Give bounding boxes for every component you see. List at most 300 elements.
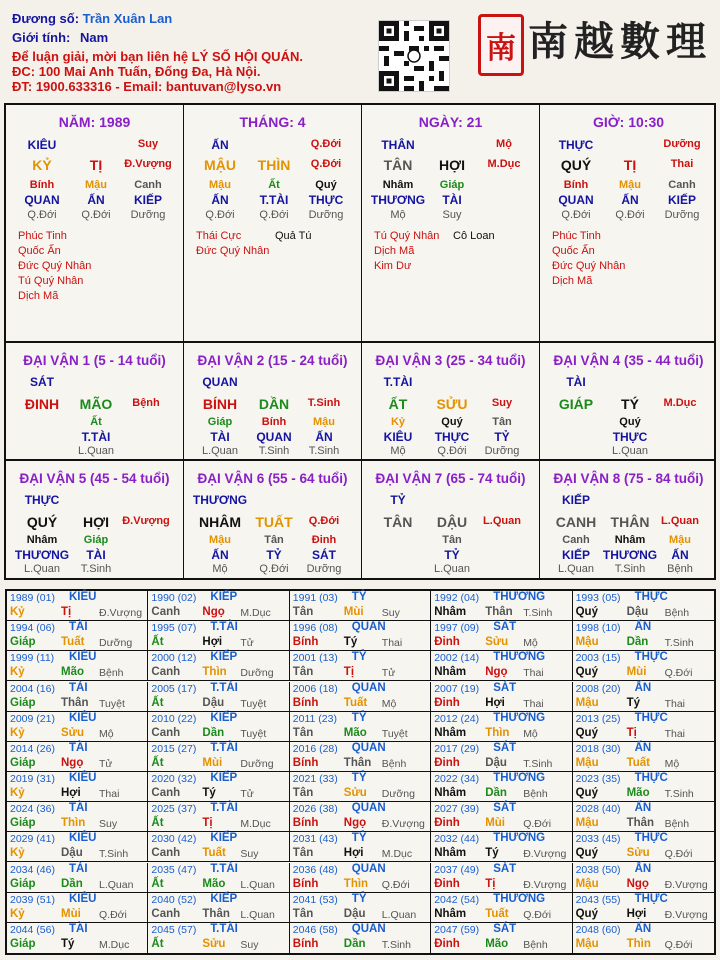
hidden-god: TÀI [442, 193, 462, 207]
qr-code-icon[interactable] [378, 20, 450, 92]
pillar-god2: Suy [137, 138, 159, 150]
year-label: 2011 (23) [292, 712, 337, 725]
decade-hidden-stem: Kỷ [390, 416, 406, 428]
year-cell[interactable] [431, 621, 572, 651]
year-chi: Tị [61, 606, 72, 618]
year-cell[interactable] [148, 591, 289, 621]
decade-state: L.Quan [661, 515, 699, 527]
year-label: 2048 (60) [575, 923, 621, 936]
year-cell[interactable] [431, 923, 572, 953]
year-state: Q.Đới [664, 848, 693, 861]
pillar-can: QUÝ [560, 157, 592, 173]
year-chi: Dậu [343, 907, 366, 920]
year-cell[interactable] [7, 893, 148, 923]
star-item: Dịch Mã [552, 275, 593, 287]
year-chi: Tý [485, 847, 499, 860]
star-item: Dịch Mã [18, 290, 59, 302]
year-cell[interactable] [431, 832, 572, 862]
year-label: 1991 (03) [292, 592, 338, 604]
year-cell[interactable] [290, 682, 431, 712]
year-chi: Mão [485, 937, 509, 950]
star-item: Đức Quý Nhân [552, 260, 626, 272]
year-god: KIÊU [69, 591, 97, 603]
year-chi: Dậu [202, 696, 225, 709]
pillar-state: M.Dục [487, 158, 521, 170]
year-cell[interactable] [7, 712, 148, 742]
pillar-god2: Dưỡng [663, 138, 701, 150]
year-state: Suy [99, 818, 118, 831]
year-cell[interactable] [431, 772, 572, 802]
year-chi: Tý [626, 696, 641, 709]
pillar-can: MẬU [204, 157, 236, 173]
year-cell[interactable] [148, 893, 289, 923]
year-cell[interactable] [290, 712, 431, 742]
year-can: Kỷ [10, 847, 25, 860]
year-chi: Tuất [202, 847, 226, 860]
year-can: Quý [575, 907, 598, 920]
year-cell[interactable] [290, 742, 431, 772]
pillar-can: TÂN [383, 157, 413, 173]
decade-state: Q.Đới [308, 515, 340, 527]
year-state: Suy [381, 607, 400, 619]
year-cell[interactable] [7, 923, 148, 953]
year-state: Mộ [99, 727, 114, 740]
year-cell[interactable] [148, 863, 289, 893]
year-chi: Mão [202, 877, 226, 890]
year-cell[interactable] [431, 591, 572, 621]
year-state: Thai [99, 788, 120, 800]
year-label: 1994 (06) [10, 622, 55, 635]
year-state: Suy [240, 848, 259, 861]
year-god: TÀI [69, 862, 88, 875]
decade-hidden-god: KIÊU [383, 430, 413, 444]
year-chi: Tý [343, 636, 358, 649]
decade-hidden-stem: Giáp [207, 416, 233, 428]
year-god: SÁT [493, 802, 517, 815]
year-cell[interactable] [7, 802, 148, 832]
decade-hidden-stem: Mậu [669, 534, 691, 546]
decade-hidden-state: T.Sinh [258, 445, 290, 457]
year-god: ẤN [634, 922, 652, 935]
year-label: 2014 (26) [10, 742, 55, 755]
pillar-chi: TỊ [623, 157, 637, 173]
year-state: Tuyệt [99, 697, 125, 710]
year-cell[interactable] [431, 802, 572, 832]
year-label: 2023 (35) [575, 773, 621, 785]
hidden-stem: Mậu [619, 179, 641, 191]
year-god: KIÊU [69, 832, 97, 845]
year-label: 2016 (28) [292, 742, 338, 755]
year-label: 1992 (04) [434, 592, 480, 604]
year-cell[interactable] [290, 651, 431, 681]
year-god: TÀI [69, 922, 88, 935]
hidden-stem: Quý [315, 179, 337, 191]
year-cell[interactable] [431, 682, 572, 712]
year-chi: Sửu [485, 636, 509, 649]
year-state: Đ.Vượng [664, 908, 708, 921]
star-item: Tú Quý Nhân [18, 275, 84, 287]
decade-hidden-state: Dưỡng [484, 445, 520, 457]
decade-hidden-stem: Quý [441, 416, 463, 428]
hidden-state: Mộ [390, 209, 406, 221]
pillar-title: NĂM: 1989 [58, 114, 131, 130]
decade-hidden-god: KIẾP [561, 548, 591, 562]
year-can: Canh [151, 606, 181, 618]
year-god: QUAN [351, 621, 386, 634]
year-can: Giáp [10, 817, 36, 830]
year-god: THỰC [634, 711, 668, 724]
decade-title: ĐẠI VẬN 2 (15 - 24 tuổi) [197, 353, 348, 368]
year-state: Đ.Vượng [381, 818, 425, 831]
year-can: Ất [151, 696, 164, 709]
year-cell[interactable] [573, 591, 714, 621]
year-cell[interactable] [7, 682, 148, 712]
decade-state: Đ.Vượng [122, 515, 170, 527]
hidden-stem: Ất [268, 179, 280, 191]
year-cell[interactable] [290, 923, 431, 953]
year-god: T.TÀI [210, 681, 238, 694]
year-god: THƯƠNG [493, 892, 546, 905]
year-state: T.Sinh [664, 788, 694, 800]
decade-title: ĐẠI VẬN 1 (5 - 14 tuổi) [23, 353, 166, 368]
year-cell[interactable] [290, 621, 431, 651]
year-chi: Dần [202, 726, 225, 739]
year-can: Ất [151, 877, 164, 890]
year-god: QUAN [351, 802, 386, 815]
year-state: Bệnh [523, 788, 548, 800]
year-cell[interactable] [7, 591, 148, 621]
decade-hidden-god: TỶ [444, 548, 460, 562]
year-label: 2021 (33) [292, 773, 338, 785]
year-god: TỶ [351, 832, 367, 845]
year-chi: Sửu [61, 726, 85, 739]
decade-hidden-god: T.TÀI [81, 430, 111, 444]
year-label: 2030 (42) [151, 833, 197, 846]
year-chi: Thân [343, 756, 372, 769]
year-label: 2033 (45) [575, 833, 621, 846]
year-state: L.Quan [240, 908, 275, 921]
hidden-god: ẤN [87, 193, 105, 207]
year-god: TỶ [351, 772, 367, 784]
year-label: 2042 (54) [434, 893, 480, 906]
year-cell[interactable] [431, 742, 572, 772]
year-can: Ất [151, 756, 164, 769]
decade-chi: HỢI [83, 514, 109, 530]
year-label: 2019 (31) [10, 773, 55, 785]
pillar-title: NGÀY: 21 [418, 114, 483, 130]
year-cell[interactable] [148, 742, 289, 772]
year-cell[interactable] [573, 923, 714, 953]
hidden-state: Dưỡng [130, 209, 166, 221]
year-chi: Tị [343, 666, 355, 679]
pillar-title: GIỜ: 10:30 [592, 114, 665, 130]
year-cell[interactable] [431, 712, 572, 742]
year-cell[interactable] [7, 832, 148, 862]
hidden-god: ẤN [211, 193, 229, 207]
year-can: Nhâm [434, 726, 467, 739]
decade-state: T.Sinh [307, 397, 341, 409]
year-cell[interactable] [573, 712, 714, 742]
year-cell[interactable] [431, 651, 572, 681]
year-god: THƯƠNG [493, 591, 546, 603]
year-chi: Tuất [485, 907, 509, 920]
year-label: 2038 (50) [575, 863, 621, 876]
year-state: Thai [523, 667, 544, 680]
year-state: Thai [381, 637, 403, 650]
year-cell[interactable] [573, 682, 714, 712]
year-can: Ất [151, 937, 164, 950]
year-label: 2035 (47) [151, 863, 197, 876]
year-can: Tân [292, 606, 314, 618]
year-label: 2005 (17) [151, 682, 197, 695]
year-state: Thai [664, 697, 686, 710]
year-state: L.Quan [99, 878, 134, 891]
year-can: Quý [575, 847, 598, 860]
year-chi: Thân [61, 696, 89, 709]
decade-god: KIẾP [561, 493, 591, 507]
year-state: T.Sinh [523, 757, 553, 770]
year-can: Nhâm [434, 847, 467, 860]
year-chi: Tuất [343, 696, 368, 709]
year-god: THỰC [634, 591, 668, 603]
hidden-state: Q.Đới [615, 209, 645, 221]
year-cell[interactable] [7, 863, 148, 893]
year-can: Giáp [10, 696, 36, 709]
year-state: Dưỡng [99, 637, 133, 650]
year-label: 2004 (16) [10, 682, 55, 695]
year-cell[interactable] [573, 651, 714, 681]
decade-hidden-state: T.Sinh [308, 445, 340, 457]
decade-state: Bệnh [132, 397, 160, 409]
year-chi: Tị [626, 726, 637, 739]
hidden-god: QUAN [558, 193, 594, 207]
year-label: 2006 (18) [292, 682, 338, 695]
year-label: 2032 (44) [434, 833, 480, 846]
decade-hidden-state: Q.Đới [259, 563, 289, 575]
year-god: QUAN [351, 862, 386, 875]
year-cell[interactable] [148, 651, 289, 681]
year-god: ẤN [634, 741, 652, 754]
decade-god: SÁT [30, 375, 54, 389]
year-cell[interactable] [290, 802, 431, 832]
year-label: 2007 (19) [434, 682, 480, 695]
year-chi: Hợi [626, 907, 647, 920]
hidden-state: Suy [442, 209, 462, 221]
year-cell[interactable] [7, 651, 148, 681]
year-cell[interactable] [148, 682, 289, 712]
year-cell[interactable] [573, 802, 714, 832]
year-can: Quý [575, 666, 598, 679]
decade-hidden-god: THỰC [612, 430, 648, 444]
year-cell[interactable] [290, 863, 431, 893]
decade-title: ĐẠI VẬN 3 (25 - 34 tuổi) [375, 353, 526, 368]
year-chi: Tị [485, 877, 496, 890]
year-chi: Tý [202, 787, 216, 799]
year-label: 1990 (02) [151, 592, 197, 604]
decade-hidden-stem: Giáp [83, 534, 109, 546]
year-state: Bệnh [99, 667, 124, 680]
hidden-state: Q.Đới [27, 209, 57, 221]
year-can: Kỷ [10, 606, 25, 618]
year-god: SÁT [493, 741, 517, 754]
year-can: Đinh [434, 817, 460, 830]
decade-hidden-god: TỶ [494, 430, 510, 444]
year-can: Kỷ [10, 907, 25, 920]
year-god: TỶ [351, 651, 367, 664]
hidden-god: THƯƠNG [370, 193, 426, 207]
decade-hidden-state: L.Quan [611, 445, 649, 457]
year-chi: Ngọ [343, 817, 367, 830]
year-cell[interactable] [148, 772, 289, 802]
year-can: Bính [292, 696, 319, 709]
year-label: 1993 (05) [575, 592, 621, 604]
year-cell[interactable] [148, 832, 289, 862]
decade-hidden-god: THỰC [434, 430, 470, 444]
year-label: 2017 (29) [434, 742, 480, 755]
year-state: Đ.Vượng [523, 878, 567, 891]
year-cell[interactable] [290, 772, 431, 802]
year-cell[interactable] [573, 893, 714, 923]
year-cell[interactable] [7, 772, 148, 802]
year-god: SÁT [493, 621, 517, 634]
year-state: Dưỡng [381, 788, 415, 800]
year-state: T.Sinh [99, 848, 129, 861]
year-state: Dưỡng [240, 757, 274, 770]
year-can: Bính [292, 636, 319, 649]
year-cell[interactable] [573, 772, 714, 802]
year-chi: Mão [61, 666, 84, 679]
year-chi: Thìn [485, 726, 510, 739]
decade-chi: DẦN [258, 396, 290, 412]
year-can: Kỷ [10, 787, 25, 799]
year-cell[interactable] [7, 742, 148, 772]
star-item: Thái Cực [196, 230, 242, 242]
year-cell[interactable] [431, 863, 572, 893]
year-can: Tân [292, 726, 314, 739]
decade-chi: TUẤT [255, 514, 293, 530]
hidden-state: Q.Đới [259, 209, 289, 221]
decade-hidden-state: T.Sinh [80, 563, 112, 575]
year-state: Mộ [523, 727, 538, 740]
year-cell[interactable] [573, 742, 714, 772]
decade-hidden-god: TÀI [86, 548, 106, 562]
decade-hidden-god: TÀI [210, 430, 230, 444]
year-cell[interactable] [290, 591, 431, 621]
year-state: Tuyệt [381, 727, 408, 740]
pillar-title: THÁNG: 4 [239, 114, 306, 130]
year-god: T.TÀI [210, 862, 238, 875]
year-god: TÀI [69, 621, 88, 634]
year-god: ẤN [634, 621, 652, 634]
year-god: KIÊU [69, 651, 97, 664]
address-line: ĐC: 100 Mai Anh Tuấn, Đống Đa, Hà Nội. [12, 64, 261, 79]
year-chi: Mùi [61, 907, 81, 920]
decade-chi: MÃO [79, 396, 113, 412]
year-cell[interactable] [148, 621, 289, 651]
year-cell[interactable] [290, 832, 431, 862]
brand-logo: 南越數理 [528, 18, 712, 65]
year-label: 2026 (38) [292, 803, 338, 816]
year-god: TỶ [351, 892, 367, 905]
year-chi: Ngọ [626, 877, 649, 890]
year-can: Canh [151, 847, 181, 860]
year-chi: Tý [61, 937, 75, 950]
star-item: Đức Quý Nhân [18, 260, 92, 272]
year-chi: Dần [626, 636, 649, 649]
year-label: 2044 (56) [10, 923, 55, 936]
year-cell[interactable] [148, 802, 289, 832]
year-state: Bệnh [523, 938, 548, 951]
year-chi: Mão [343, 726, 367, 739]
year-cell[interactable] [148, 923, 289, 953]
year-chi: Sửu [202, 937, 226, 950]
star-item: Tú Quý Nhân [374, 230, 440, 242]
year-can: Quý [575, 606, 598, 618]
hidden-stem: Canh [134, 179, 162, 191]
year-can: Nhâm [434, 606, 467, 618]
hidden-state: Q.Đới [81, 209, 111, 221]
pillar-chi: HỢI [439, 157, 465, 173]
year-can: Tân [292, 907, 314, 920]
year-god: SÁT [493, 922, 517, 935]
year-label: 2000 (12) [151, 652, 197, 665]
year-god: T.TÀI [210, 802, 238, 815]
year-label: 2043 (55) [575, 893, 621, 906]
decade-title: ĐẠI VẬN 7 (65 - 74 tuổi) [375, 471, 526, 486]
year-chi: Dậu [485, 756, 507, 769]
year-chi: Tuất [626, 756, 651, 769]
year-cell[interactable] [573, 621, 714, 651]
decade-hidden-god: TỶ [266, 548, 282, 562]
year-can: Mậu [575, 877, 599, 890]
year-god: T.TÀI [210, 922, 238, 935]
year-label: 2012 (24) [434, 712, 480, 725]
year-state: M.Dục [240, 818, 271, 831]
year-can: Ất [151, 636, 164, 649]
year-state: Bệnh [664, 607, 690, 619]
year-can: Nhâm [434, 907, 467, 920]
year-cell[interactable] [290, 893, 431, 923]
year-god: THƯƠNG [493, 772, 546, 784]
year-cell[interactable] [573, 832, 714, 862]
year-can: Giáp [10, 937, 36, 950]
year-cell[interactable] [431, 893, 572, 923]
year-cell[interactable] [148, 712, 289, 742]
hidden-god: T.TÀI [259, 193, 289, 207]
year-chi: Mão [626, 787, 650, 799]
year-can: Nhâm [434, 787, 467, 799]
year-cell[interactable] [573, 863, 714, 893]
decade-state: L.Quan [483, 515, 521, 527]
header [0, 0, 720, 100]
year-can: Đinh [434, 877, 460, 890]
year-god: THỰC [634, 772, 668, 784]
year-label: 2003 (15) [575, 652, 621, 665]
year-label: 2028 (40) [575, 803, 621, 816]
year-god: TỶ [351, 711, 367, 724]
year-god: SÁT [493, 681, 517, 694]
year-cell[interactable] [7, 621, 148, 651]
year-chi: Dậu [61, 847, 83, 860]
pillar-god: ẤN [211, 138, 229, 152]
year-can: Nhâm [434, 666, 467, 679]
year-label: 2036 (48) [292, 863, 338, 876]
year-label: 2047 (59) [434, 923, 480, 936]
year-god: KIẾP [210, 772, 238, 784]
decade-hidden-state: Mộ [212, 563, 228, 575]
decade-can: ĐINH [24, 396, 60, 412]
year-chi: Thân [202, 907, 230, 920]
